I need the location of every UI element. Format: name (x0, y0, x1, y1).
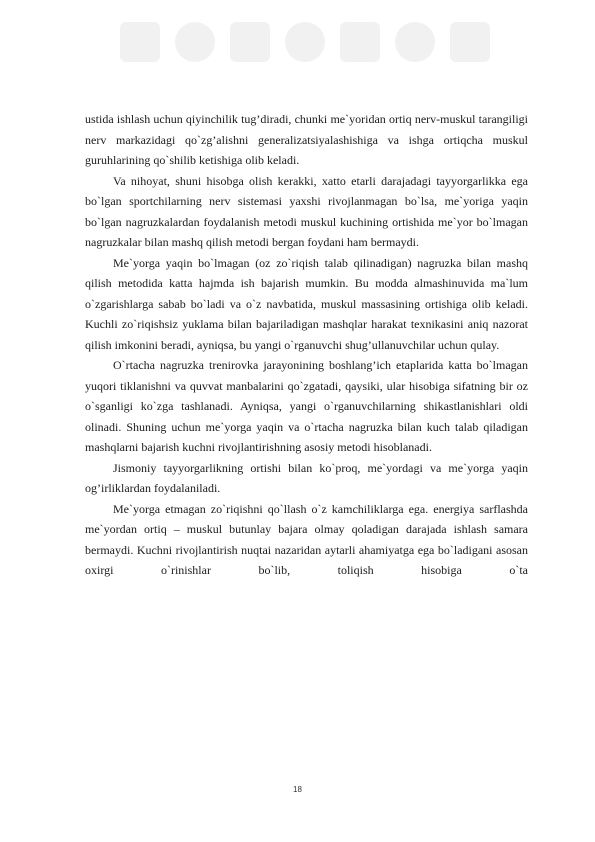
paragraph: Jismoniy tayyorgarlikning ortishi bilan ko`proq, me`yordagi va me`yorga yaqin og’irliklardan foydalaniladi. (85, 460, 528, 495)
paragraph: O`rtacha nagruzka trenirovka jarayonining boshlang’ich etaplarida katta bo`lmagan yuqori tiklanishni va quvvat manbalarini qo`zgatadi, qaysiki, ular hisobiga sifatning bir oz o`sganligi ko`zga tashlanadi. Ayniqsa, yangi o`rganuvchilarning shikastlanishlari oldi olinadi. Shuning uchun me`yorga yaqin va o`rtacha nagruzka bilan kuch talab qiladigan mashqlarni bajarish kuchni rivojlantirishning asosiy metodi hisoblanadi. (85, 358, 528, 454)
page-number: 18 (293, 785, 302, 794)
paragraph-continuation: ustida ishlash uchun qiyinchilik tug’diradi, chunki me`yoridan ortiq nerv-muskul tarangiligi nerv markazidagi qo`zg’alishni generalizatsiyalashishiga va ishga ortiqcha muskul guruhlarining qo`shilib ketishiga olib keladi. (85, 112, 528, 167)
document-body (85, 109, 528, 581)
paragraph: Me`yorga yaqin bo`lmagan (oz zo`riqish talab qilinadigan) nagruzka bilan mashq qilish metodida katta hajmda ish bajarish mumkin. Bu modda almashinuvida ma`lum o`zgarishlarga sabab bo`ladi va o`z navbatida, muskul massasining ortishiga olib keladi. Kuchli zo`riqishsiz yuklama bilan bajariladigan mashqlar harakat texnikasini aniq nazorat qilish imkonini beradi, ayniqsa, bu yangi o`rganuvchi shug’ullanuvchilar uchun qulay. (85, 255, 528, 352)
watermark-logo (0, 0, 595, 90)
paragraph: Va nihoyat, shuni hisobga olish kerakki, xatto etarli darajadagi tayyorgarlikka ega bo`lgan sportchilarning nerv sistemasi yaxshi rivojlanmagan bo`lsa, me`yoriga yaqin bo`lgan nagruzkalardan foydalanish metodi muskul kuchining ortishida me`yor bo`lmagan nagruzkalar bilan mashq qilish metodi bergan foydani ham bermaydi. (85, 173, 528, 249)
paragraph-truncated: Me`yorga etmagan zo`riqishni qo`llash o`z kamchiliklarga ega. energiya sarflashda me`yordan ortiq – muskul butunlay bajara olmay qoladigan darajada ishlash samara bermaydi. Kuchni rivojlantirish nuqtai nazaridan aytarli ahamiyatga ega bo`ladigani asosan oxirgi o`rinishlar bo`lib, toliqish hisobiga o`ta (85, 501, 528, 577)
